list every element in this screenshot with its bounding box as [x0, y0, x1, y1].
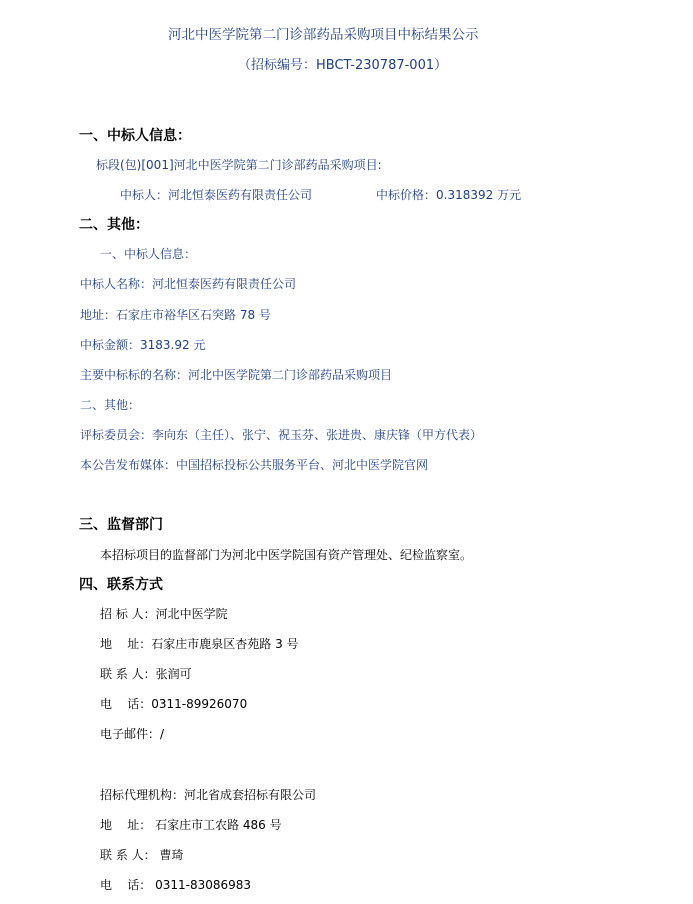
winner-address: 地址：石家庄市裕华区石突路 78 号 — [80, 308, 271, 322]
section-heading-winner-info: 一、中标人信息： — [79, 128, 191, 144]
section-heading-supervision: 三、监督部门 — [79, 517, 163, 533]
winning-amount: 中标金额：3183.92 元 — [80, 338, 206, 352]
page-title: 河北中医学院第二门诊部药品采购项目中标结果公示 — [168, 27, 479, 43]
sub-heading-other: 二、其他： — [80, 398, 141, 412]
agency-name: 招标代理机构：河北省成套招标有限公司 — [100, 788, 317, 802]
winner-text: 中标人：河北恒泰医药有限责任公司 — [120, 188, 313, 202]
winning-price: 中标价格：0.318392 万元 — [376, 188, 522, 202]
lot-description: 标段(包)[001]河北中医学院第二门诊部药品采购项目: — [96, 158, 382, 172]
supervision-text: 本招标项目的监督部门为河北中医学院国有资产管理处、纪检监察室。 — [100, 548, 473, 562]
tender-number: （招标编号：HBCT-230787-001） — [238, 58, 448, 73]
tenderer-contact: 联 系 人：张润可 — [100, 667, 192, 681]
tenderer-email: 电子邮件：/ — [100, 727, 165, 741]
evaluation-committee: 评标委员会：李向东（主任）、张宁、祝玉芬、张进贵、康庆锋（甲方代表） — [80, 428, 483, 442]
tenderer-name: 招 标 人：河北中医学院 — [100, 607, 228, 621]
section-heading-contact: 四、联系方式 — [79, 577, 163, 593]
sub-heading-winner-info: 一、中标人信息： — [100, 247, 197, 261]
agency-phone: 电 话： 0311-83086983 — [100, 878, 252, 892]
tenderer-address: 地 址：石家庄市鹿泉区杏苑路 3 号 — [100, 637, 299, 651]
section-heading-other: 二、其他： — [79, 217, 149, 233]
tenderer-phone: 电 话：0311-89926070 — [100, 697, 248, 711]
agency-contact: 联 系 人： 曹琦 — [100, 848, 184, 862]
publication-media: 本公告发布媒体：中国招标投标公共服务平台、河北中医学院官网 — [80, 458, 429, 472]
winner-name: 中标人名称：河北恒泰医药有限责任公司 — [80, 277, 297, 291]
main-subject: 主要中标标的名称：河北中医学院第二门诊部药品采购项目 — [80, 368, 393, 382]
agency-address: 地 址： 石家庄市工农路 486 号 — [100, 818, 282, 832]
